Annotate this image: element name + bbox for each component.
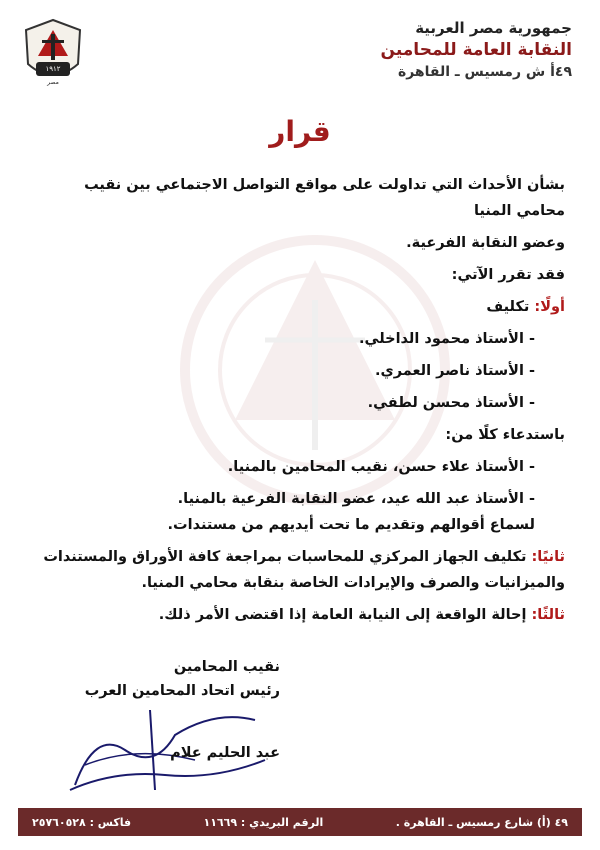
second-item-cont: والميزانيات والصرف والإيرادات الخاصة بنقابة محامي المنيا. [141, 575, 565, 591]
letterhead [312, 18, 572, 82]
second-text: تكليف الجهاز المركزي للمحاسبات بمراجعة كافة الأوراق والمستندات [43, 549, 532, 565]
third-text: إحالة الواقعة إلى النيابة العامة إذا اقتضى الأمر ذلك. [158, 607, 532, 623]
footer-address: ٤٩ (أ) شارع رمسيس ـ القاهرة . [395, 815, 568, 829]
first-text: تكليف [486, 299, 535, 315]
footer-postal: الرقم البريدي : ١١٦٦٩ [203, 815, 324, 829]
assignee-3: - الأستاذ محسن لطفي. [367, 395, 535, 411]
intro-line-1: بشأن الأحداث التي تداولت على مواقع التواصل الاجتماعي بين نقيب محامي المنيا [84, 177, 565, 219]
decision-body [40, 172, 565, 628]
intro-line-2: وعضو النقابة الفرعية. [406, 235, 565, 251]
third-label: ثالثًا: [531, 607, 565, 623]
assignee-2: - الأستاذ ناصر العمري. [374, 363, 535, 379]
summon-intro: باستدعاء كلًا من: [445, 427, 565, 443]
decided-line: فقد تقرر الآتي: [451, 267, 565, 283]
signer-title-1: نقيب المحامين [173, 659, 280, 675]
header-organization: النقابة العامة للمحامين [380, 40, 572, 60]
assignee-1: - الأستاذ محمود الداخلي. [359, 331, 535, 347]
header-address: ٤٩أ ش رمسيس ـ القاهرة [397, 64, 572, 80]
summoned-2: - الأستاذ عبد الله عيد، عضو النقابة الفرعية بالمنيا. [177, 491, 535, 507]
hear-statements: لسماع أقوالهم وتقديم ما تحت أيديهم من مستندات. [167, 517, 535, 533]
header-country: جمهورية مصر العربية [415, 19, 572, 37]
first-item [40, 294, 565, 320]
third-item [40, 602, 565, 628]
document-title: قرار [269, 115, 331, 148]
signer-name: عبد الحليم علام [170, 745, 280, 761]
second-label: ثانيًا: [531, 549, 565, 565]
first-label: أولًا: [534, 299, 565, 315]
signature-block [60, 655, 280, 765]
footer-fax: فاكس : ٢٥٧٦٠٥٢٨ [32, 815, 132, 829]
logo-year: ١٩١٢ [45, 65, 61, 73]
signer-title-2: رئيس اتحاد المحامين العرب [84, 683, 280, 699]
second-item [40, 544, 565, 570]
footer-bar [18, 808, 582, 836]
logo-country: مصر [47, 79, 59, 86]
bar-association-logo [22, 18, 84, 88]
summoned-1: - الأستاذ علاء حسن، نقيب المحامين بالمنيا. [227, 459, 535, 475]
